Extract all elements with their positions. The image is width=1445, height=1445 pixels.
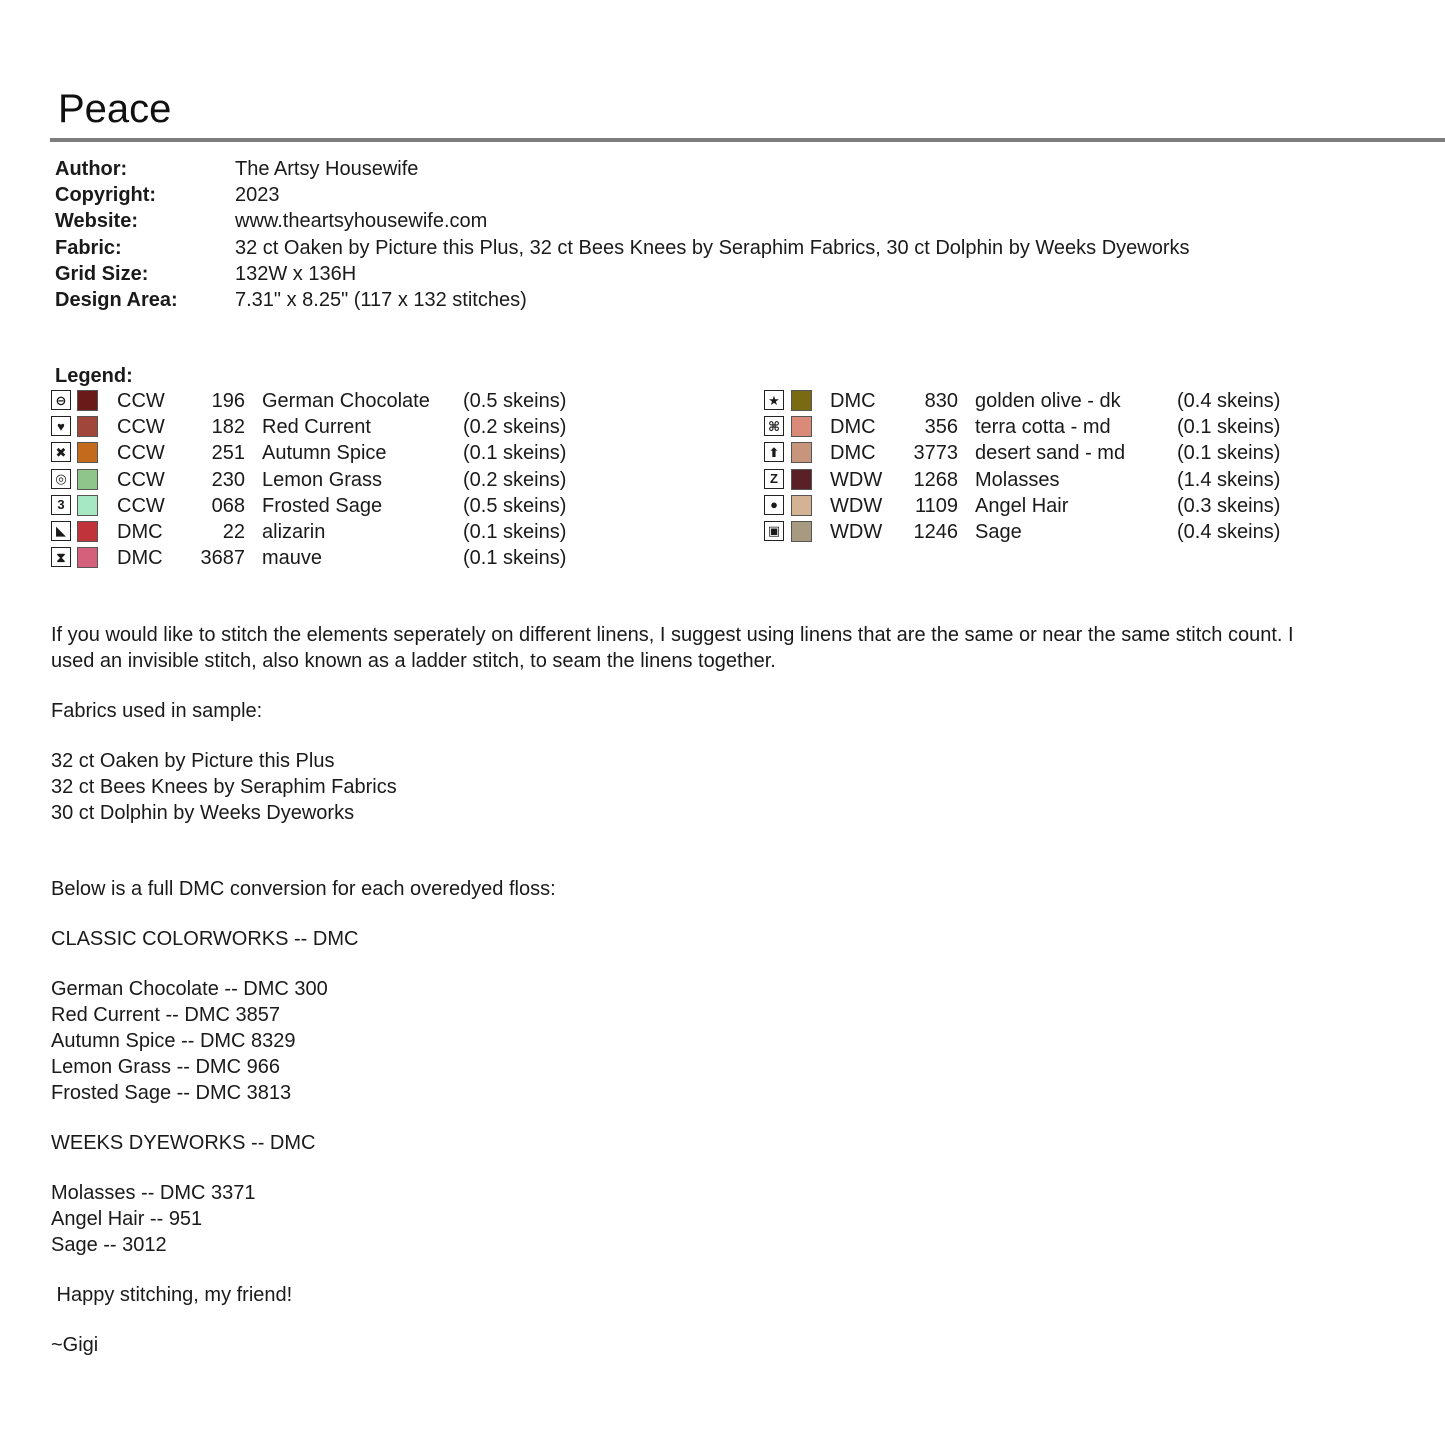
closing-text: Happy stitching, my friend!	[51, 1284, 293, 1306]
website-link[interactable]: www.theartsyhousewife.com	[235, 210, 488, 233]
cross-icon: ✖	[51, 442, 71, 462]
conversion-item: Lemon Grass -- DMC 966	[51, 1056, 280, 1078]
floss-name: Red Current	[262, 416, 371, 439]
skein-count: (0.1 skeins)	[463, 442, 567, 465]
floss-name: desert sand - md	[975, 442, 1126, 465]
floss-number: 22	[222, 520, 245, 543]
floss-brand: CCW	[117, 468, 165, 491]
skein-count: (0.4 skeins)	[1177, 390, 1281, 412]
floss-name: Sage	[975, 520, 1022, 543]
dot-icon: ●	[764, 495, 784, 515]
skein-count: (0.5 skeins)	[463, 494, 567, 517]
color-swatch	[77, 495, 98, 516]
floss-brand: CCW	[117, 494, 165, 517]
conversion-item: Angel Hair -- 951	[51, 1208, 203, 1230]
info-value: 132W x 136H	[235, 262, 357, 285]
info-label: Author:	[55, 158, 128, 180]
skein-count: (0.3 skeins)	[1177, 494, 1281, 517]
fabric-item: 32 ct Bees Knees by Seraphim Fabrics	[51, 776, 397, 798]
floss-name: alizarin	[262, 520, 326, 543]
skein-count: (0.1 skeins)	[1177, 442, 1281, 465]
info-value: The Artsy Housewife	[235, 158, 419, 180]
info-label: Website:	[55, 210, 138, 233]
skein-count: (0.1 skeins)	[463, 520, 567, 543]
conversion-item: Sage -- 3012	[51, 1234, 167, 1256]
floss-number: 1109	[914, 494, 958, 517]
color-swatch	[77, 547, 98, 568]
floss-number: 1268	[913, 468, 958, 491]
ccw-heading: CLASSIC COLORWORKS -- DMC	[51, 928, 359, 950]
circle-minus-icon: ⊖	[51, 390, 71, 410]
star-icon: ★	[764, 390, 784, 410]
color-swatch	[791, 442, 812, 463]
signature: ~Gigi	[51, 1334, 99, 1356]
color-swatch	[77, 521, 98, 542]
color-swatch	[77, 416, 98, 437]
floss-brand: DMC	[830, 442, 876, 465]
color-swatch	[791, 390, 812, 411]
conversion-heading: Below is a full DMC conversion for each overedyed floss:	[51, 878, 556, 900]
floss-number: 230	[211, 468, 245, 491]
floss-brand: WDW	[830, 520, 883, 543]
floss-brand: DMC	[117, 547, 163, 570]
ring-icon: ◎	[51, 469, 71, 489]
square-dot-icon: ▣	[764, 521, 784, 541]
floss-name: Angel Hair	[975, 494, 1069, 517]
info-label: Copyright:	[55, 184, 157, 207]
floss-number: 068	[211, 494, 245, 517]
info-value: 7.31" x 8.25" (117 x 132 stitches)	[235, 288, 527, 311]
color-swatch	[77, 390, 98, 411]
floss-number: 3773	[913, 442, 958, 465]
floss-number: 830	[924, 390, 958, 412]
skein-count: (0.4 skeins)	[1177, 520, 1281, 543]
skein-count: (1.4 skeins)	[1177, 468, 1281, 491]
floss-number: 3687	[200, 547, 245, 570]
skein-count: (0.2 skeins)	[463, 416, 567, 439]
pattern-notes	[51, 622, 1445, 1358]
conversion-item: Autumn Spice -- DMC 8329	[51, 1030, 296, 1052]
floss-number: 251	[211, 442, 245, 465]
fabrics-heading: Fabrics used in sample:	[51, 700, 263, 722]
floss-brand: CCW	[117, 390, 165, 412]
color-swatch	[77, 469, 98, 490]
color-swatch	[791, 495, 812, 516]
skein-count: (0.2 skeins)	[463, 468, 567, 491]
floss-name: Molasses	[975, 468, 1060, 491]
three-icon: 3	[51, 495, 71, 515]
intro-text: used an invisible stitch, also known as a ladder stitch, to seam the linens together.	[51, 650, 776, 672]
color-swatch	[791, 416, 812, 437]
intro-text: If you would like to stitch the elements seperately on different linens, I suggest using linens that are the same or near the same stitch count. I	[51, 624, 1294, 646]
floss-name: Lemon Grass	[262, 468, 383, 491]
conversion-item: Red Current -- DMC 3857	[51, 1004, 280, 1026]
fabric-item: 30 ct Dolphin by Weeks Dyeworks	[51, 802, 355, 824]
command-icon: ⌘	[764, 416, 784, 436]
floss-brand: CCW	[117, 416, 165, 439]
skein-count: (0.5 skeins)	[463, 390, 567, 412]
floss-name: terra cotta - md	[975, 416, 1111, 439]
info-label: Fabric:	[55, 236, 122, 259]
skein-count: (0.1 skeins)	[1177, 416, 1281, 439]
floss-number: 196	[211, 390, 245, 412]
wdw-heading: WEEKS DYEWORKS -- DMC	[51, 1132, 316, 1154]
skein-count: (0.1 skeins)	[463, 547, 567, 570]
floss-name: German Chocolate	[262, 390, 430, 412]
conversion-item: Molasses -- DMC 3371	[51, 1182, 256, 1204]
info-value: 2023	[235, 184, 280, 207]
conversion-item: German Chocolate -- DMC 300	[51, 978, 328, 1000]
letter-z-icon: Z	[764, 469, 784, 489]
floss-brand: DMC	[830, 390, 876, 412]
title-divider	[50, 138, 1445, 142]
page-title: Peace	[58, 87, 172, 131]
color-swatch	[791, 469, 812, 490]
heart-icon: ♥	[51, 416, 71, 436]
color-swatch	[791, 521, 812, 542]
arrow-up-icon: ⬆	[764, 442, 784, 462]
floss-name: mauve	[262, 547, 323, 570]
conversion-item: Frosted Sage -- DMC 3813	[51, 1082, 292, 1104]
floss-brand: DMC	[117, 520, 163, 543]
floss-number: 356	[924, 416, 958, 439]
info-label: Grid Size:	[55, 262, 149, 285]
floss-name: Autumn Spice	[262, 442, 387, 465]
hourglass-icon: ⧗	[51, 547, 71, 567]
floss-name: Frosted Sage	[262, 494, 383, 517]
info-value: 32 ct Oaken by Picture this Plus, 32 ct Bees Knees by Seraphim Fabrics, 30 ct Dolphin by Weeks Dyeworks	[235, 236, 1190, 259]
fabric-item: 32 ct Oaken by Picture this Plus	[51, 750, 335, 772]
floss-brand: WDW	[830, 494, 883, 517]
floss-number: 1246	[913, 520, 958, 543]
floss-name: golden olive - dk	[975, 390, 1121, 412]
info-label: Design Area:	[55, 288, 178, 311]
floss-brand: WDW	[830, 468, 883, 491]
color-swatch	[77, 442, 98, 463]
floss-brand: CCW	[117, 442, 165, 465]
legend-heading: Legend:	[55, 365, 133, 387]
floss-brand: DMC	[830, 416, 876, 439]
triangle-icon: ◣	[51, 521, 71, 541]
floss-number: 182	[211, 416, 245, 439]
